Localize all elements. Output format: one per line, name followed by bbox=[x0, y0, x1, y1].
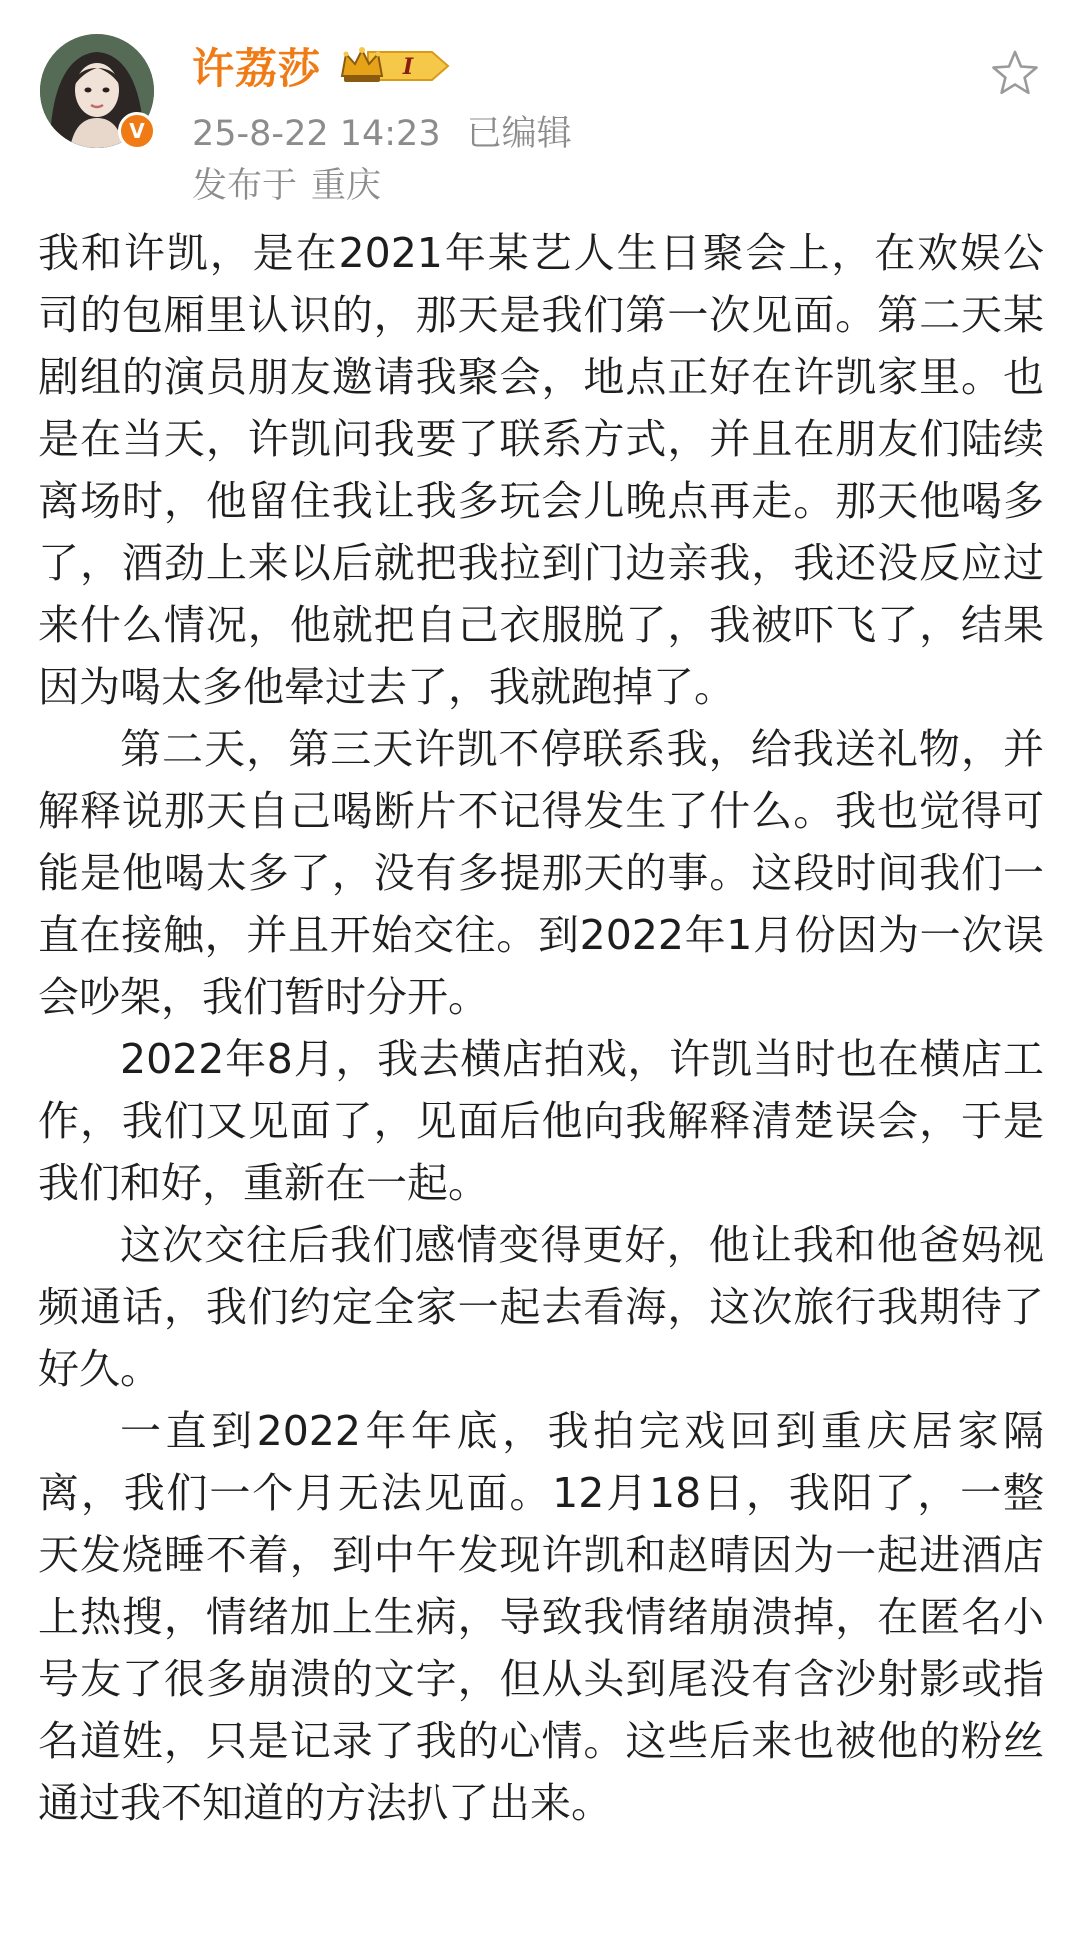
crown-vip-badge-icon[interactable] bbox=[338, 44, 454, 88]
post-timestamp: 25-8-22 14:23 bbox=[192, 114, 441, 154]
post-paragraph: 这次交往后我们感情变得更好，他让我和他爸妈视频通话，我们约定全家一起去看海，这次旅行我期待了好久。 bbox=[38, 1221, 1044, 1393]
post-paragraph: 2022年8月，我去横店拍戏，许凯当时也在横店工作，我们又见面了，见面后他向我解释清楚误会，于是我们和好，重新在一起。 bbox=[38, 1035, 1044, 1207]
author-name[interactable]: 许荔莎 bbox=[192, 44, 322, 93]
post-paragraph: 一直到2022年年底，我拍完戏回到重庆居家隔离，我们一个月无法见面。12月18日，我阳了，一整天发烧睡不着，到中午发现许凯和赵晴因为一起进酒店上热搜，情绪加上生病，导致我情绪崩溃掉，在匿名小号友了很多崩溃的文字，但从头到尾没有含沙射影或指名道姓，只是记录了我的心情。这些后来也被他的粉丝通过我不知道的方法扒了出来。 bbox=[38, 1407, 1044, 1827]
vip-level-label: I bbox=[402, 54, 414, 80]
edited-label[interactable]: 已编辑 bbox=[466, 114, 572, 154]
post-location bbox=[192, 158, 381, 208]
star-outline-icon[interactable] bbox=[990, 48, 1040, 98]
location-name[interactable]: 重庆 bbox=[311, 166, 382, 206]
post-header bbox=[0, 0, 1079, 206]
post-paragraph: 第二天，第三天许凯不停联系我，给我送礼物，并解释说那天自己喝断片不记得发生了什么。我也觉得可能是他喝太多了，没有多提那天的事。这段时间我们一直在接触，并且开始交往。到2022年1月份因为一次误会吵架，我们暂时分开。 bbox=[38, 725, 1044, 1021]
post-meta-time bbox=[192, 106, 572, 156]
post-paragraph: 我和许凯，是在2021年某艺人生日聚会上，在欢娱公司的包厢里认识的，那天是我们第一次见面。第二天某剧组的演员朋友邀请我聚会，地点正好在许凯家里。也是在当天，许凯问我要了联系方式，并且在朋友们陆续离场时，他留住我让我多玩会儿晚点再走。那天他喝多了，酒劲上来以后就把我拉到门边亲我，我还没反应过来什么情况，他就把自己衣服脱了，我被吓飞了，结果因为喝太多他晕过去了，我就跑掉了。 bbox=[38, 229, 1044, 711]
verified-badge-icon: V bbox=[118, 112, 156, 150]
location-prefix: 发布于 bbox=[192, 166, 298, 206]
post-body bbox=[38, 222, 1044, 1834]
